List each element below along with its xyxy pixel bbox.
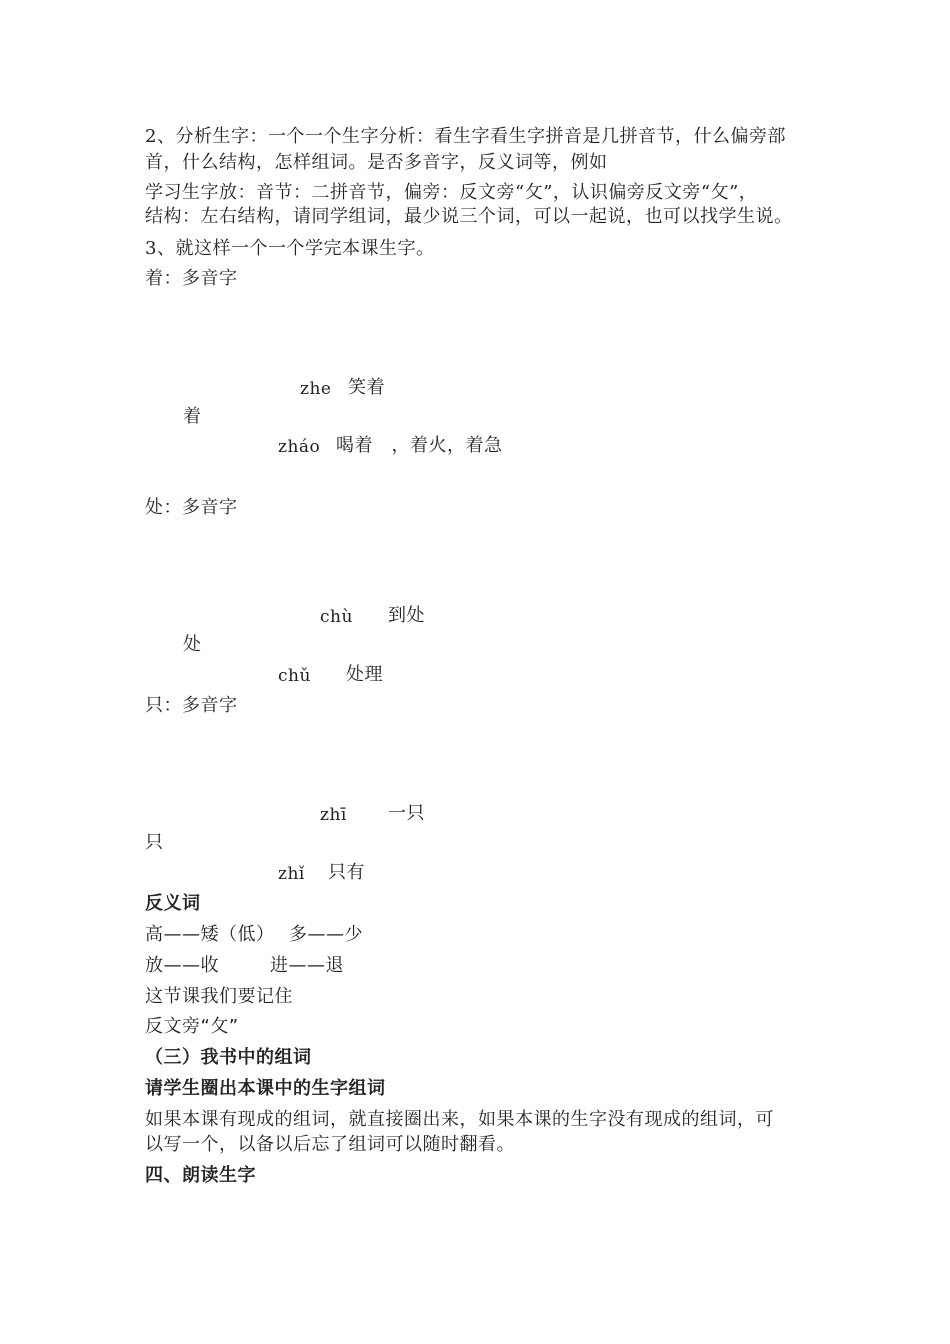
step2-line2: 首，什么结构，怎样组词。是否多音字，反义词等，例如: [145, 152, 608, 173]
pinyin-reading: chǔ: [278, 666, 311, 686]
step3-line: 3、就这样一个一个学完本课生字。: [145, 238, 435, 259]
antonyms-heading: 反义词: [145, 893, 201, 914]
remember-line: 这节课我们要记住: [145, 986, 293, 1007]
antonym-pair: 放——收: [145, 955, 219, 976]
polyphone-character: 处: [183, 634, 202, 655]
example-words: 喝着 ，着火，着急: [336, 435, 503, 456]
section-heading: （三）我书中的组词: [145, 1047, 312, 1068]
paragraph-line: 如果本课有现成的组词，就直接圈出来，如果本课的生字没有现成的组词，可: [145, 1109, 774, 1130]
polyphone-heading: 处：多音字: [145, 497, 238, 518]
example-words: 笑着: [348, 377, 385, 398]
pinyin-reading: zhe: [300, 379, 332, 399]
section-subheading: 请学生圈出本课中的生字组词: [145, 1078, 386, 1099]
polyphone-character: 只: [145, 832, 164, 853]
example-words: 到处: [388, 605, 425, 626]
example-words: 一只: [388, 803, 425, 824]
step2-line1: 2、分析生字：一个一个生字分析：看生字看生字拼音是几拼音节，什么偏旁部: [145, 126, 786, 147]
example-words: 处理: [346, 664, 383, 685]
polyphone-heading: 着：多音字: [145, 268, 238, 289]
pinyin-reading: chù: [320, 607, 353, 627]
pinyin-reading: zhī: [320, 805, 347, 825]
antonym-pair: 进——退: [270, 955, 344, 976]
polyphone-heading: 只：多音字: [145, 695, 238, 716]
section-heading: 四、朗读生字: [145, 1165, 256, 1186]
antonym-pair: 多——少: [289, 924, 363, 945]
step2-line3: 学习生字放：音节：二拼音节，偏旁：反文旁“攵”，认识偏旁反文旁“攵”，: [145, 182, 758, 203]
pinyin-reading: zháo: [278, 437, 321, 457]
polyphone-character: 着: [183, 406, 202, 427]
step2-line4: 结构：左右结构，请同学组词，最少说三个词，可以一起说，也可以找学生说。: [145, 206, 793, 227]
antonym-pair: 高——矮（低）: [145, 924, 275, 945]
paragraph-line: 以写一个，以备以后忘了组词可以随时翻看。: [145, 1134, 515, 1155]
pinyin-reading: zhǐ: [278, 864, 305, 884]
remember-line: 反文旁“攵”: [145, 1016, 239, 1037]
example-words: 只有: [328, 862, 365, 883]
